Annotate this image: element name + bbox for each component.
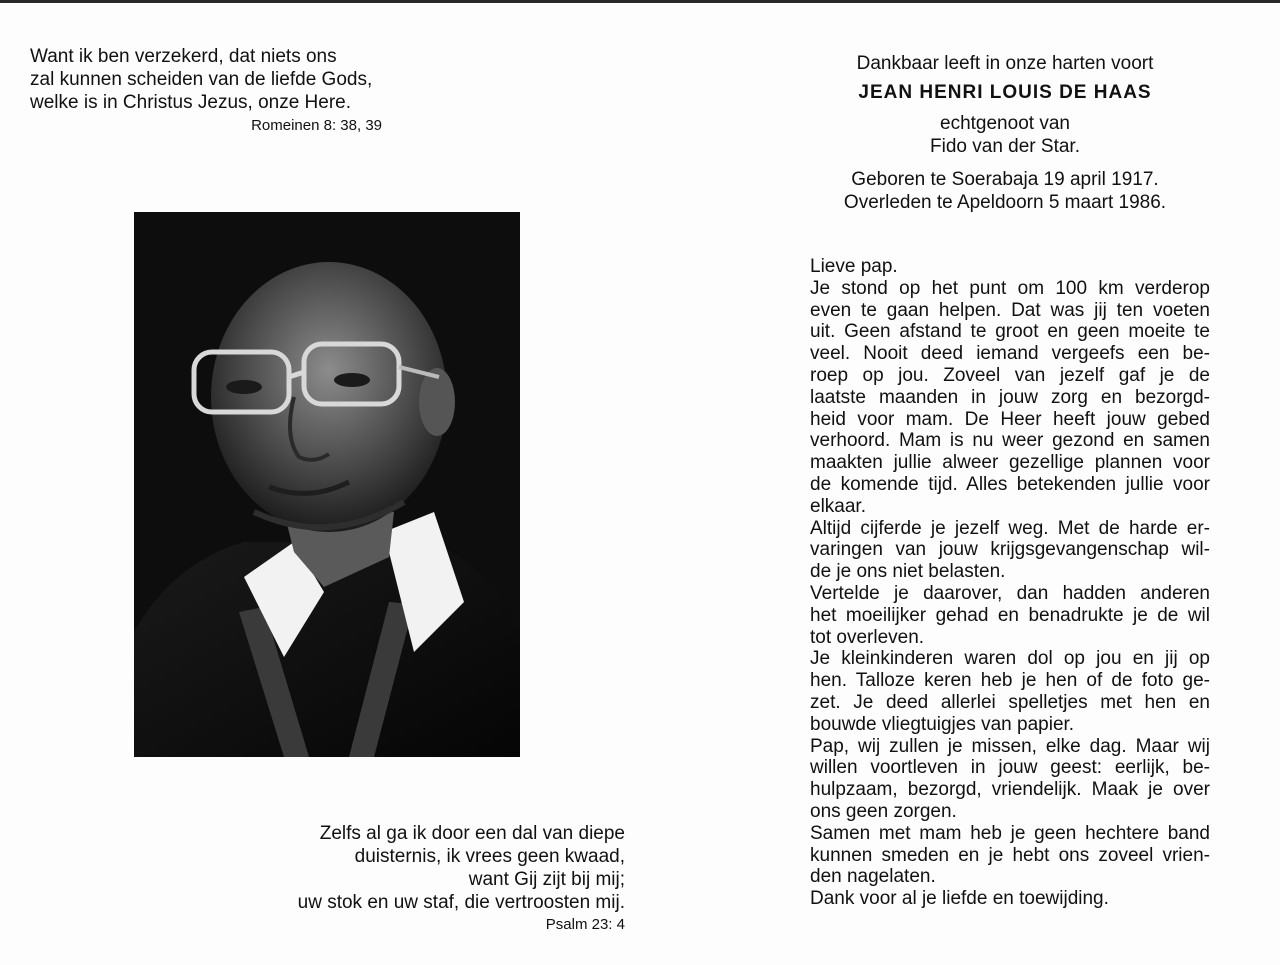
portrait-photo — [134, 212, 520, 757]
verse-line: Want ik ben verzekerd, dat niets ons — [30, 46, 337, 67]
letter-line: zet. Je deed allerlei spelletjes met hen en — [810, 691, 1210, 713]
scan-edge-line — [0, 0, 1280, 3]
letter-line: willen voortleven in jouw geest: eerlijk, be- — [810, 757, 1210, 779]
letter-line: den nagelaten. — [810, 866, 936, 888]
letter-line: Vertelde je daarover, dan hadden anderen — [810, 582, 1210, 604]
letter-line: bouwde vliegtuigjes van papier. — [810, 713, 1075, 735]
letter-line: Lieve pap. — [810, 256, 898, 277]
letter-line: Samen met mam heb je geen hechtere band — [810, 822, 1210, 844]
letter-line: Je stond op het punt om 100 km verderop — [810, 277, 1210, 299]
letter-line: veel. Nooit deed iemand vergeefs een be- — [810, 343, 1210, 365]
verse-line: welke is in Christus Jezus, onze Here. — [30, 92, 352, 113]
verse-reference: Psalm 23: 4 — [545, 916, 625, 933]
letter-line: hulpzaam, bezorgd, vriendelijk. Maak je over — [810, 779, 1210, 801]
bible-verse-top — [30, 45, 400, 136]
deceased-name: JEAN HENRI LOUIS DE HAAS — [858, 82, 1152, 103]
intro-text: Dankbaar leeft in onze harten voort — [856, 53, 1154, 74]
letter-line: heid voor mam. De Heer heeft jouw gebed — [810, 408, 1210, 430]
letter-line: Dank voor al je liefde en toewijding. — [810, 888, 1109, 910]
birth-info: Geboren te Soerabaja 19 april 1917. — [851, 169, 1159, 190]
letter-line: even te gaan helpen. Dat was jij ten voeten — [810, 299, 1210, 321]
verse-line: zal kunnen scheiden van de liefde Gods, — [30, 69, 373, 90]
verse-line: duisternis, ik vrees geen kwaad, — [354, 846, 625, 867]
memorial-header — [790, 52, 1220, 214]
letter-line: ons geen zorgen. — [810, 800, 957, 822]
letter-line: elkaar. — [810, 495, 866, 517]
letter-line: kunnen smeden en je hebt ons zoveel vrien- — [810, 844, 1210, 866]
death-info: Overleden te Apeldoorn 5 maart 1986. — [843, 192, 1167, 213]
letter-line: verhoord. Mam is nu weer gezond en samen — [810, 430, 1210, 452]
letter-line: Je kleinkinderen waren dol op jou en jij op — [810, 648, 1210, 670]
letter-line: Pap, wij zullen je missen, elke dag. Maar wij — [810, 735, 1210, 757]
letter-line: maakten jullie alweer gezellige plannen voor — [810, 452, 1210, 474]
letter-line: tot overleven. — [810, 626, 925, 648]
letter-line: roep op jou. Zoveel van jezelf gaf je de — [810, 364, 1210, 386]
psalm-verse-bottom — [230, 822, 625, 935]
letter-line: de komende tijd. Alles betekenden jullie voor — [810, 473, 1210, 495]
portrait-image — [134, 212, 520, 757]
verse-line: uw stok en uw staf, die vertroosten mij. — [297, 892, 625, 913]
letter-line: laatste maanden in jouw zorg en bezorgd- — [810, 386, 1210, 408]
verse-reference: Romeinen 8: 38, 39 — [251, 117, 382, 134]
verse-line: Zelfs al ga ik door een dal van diepe — [319, 823, 625, 844]
letter-line: de je ons niet belasten. — [810, 561, 1006, 583]
spouse-label: echtgenoot van — [940, 113, 1070, 134]
verse-line: want Gij zijt bij mij; — [468, 869, 625, 890]
memorial-letter — [810, 256, 1210, 910]
letter-line: het moeilijker gehad en benadrukte je de wil — [810, 604, 1210, 626]
letter-line: hen. Talloze keren heb je hen of de foto ge- — [810, 670, 1210, 692]
spouse-name: Fido van der Star. — [930, 136, 1080, 157]
letter-line: varingen van jouw krijgsgevangenschap wil- — [810, 539, 1210, 561]
letter-line: Altijd cijferde je jezelf weg. Met de harde er- — [810, 517, 1210, 539]
letter-line: uit. Geen afstand te groot en geen moeite te — [810, 321, 1210, 343]
